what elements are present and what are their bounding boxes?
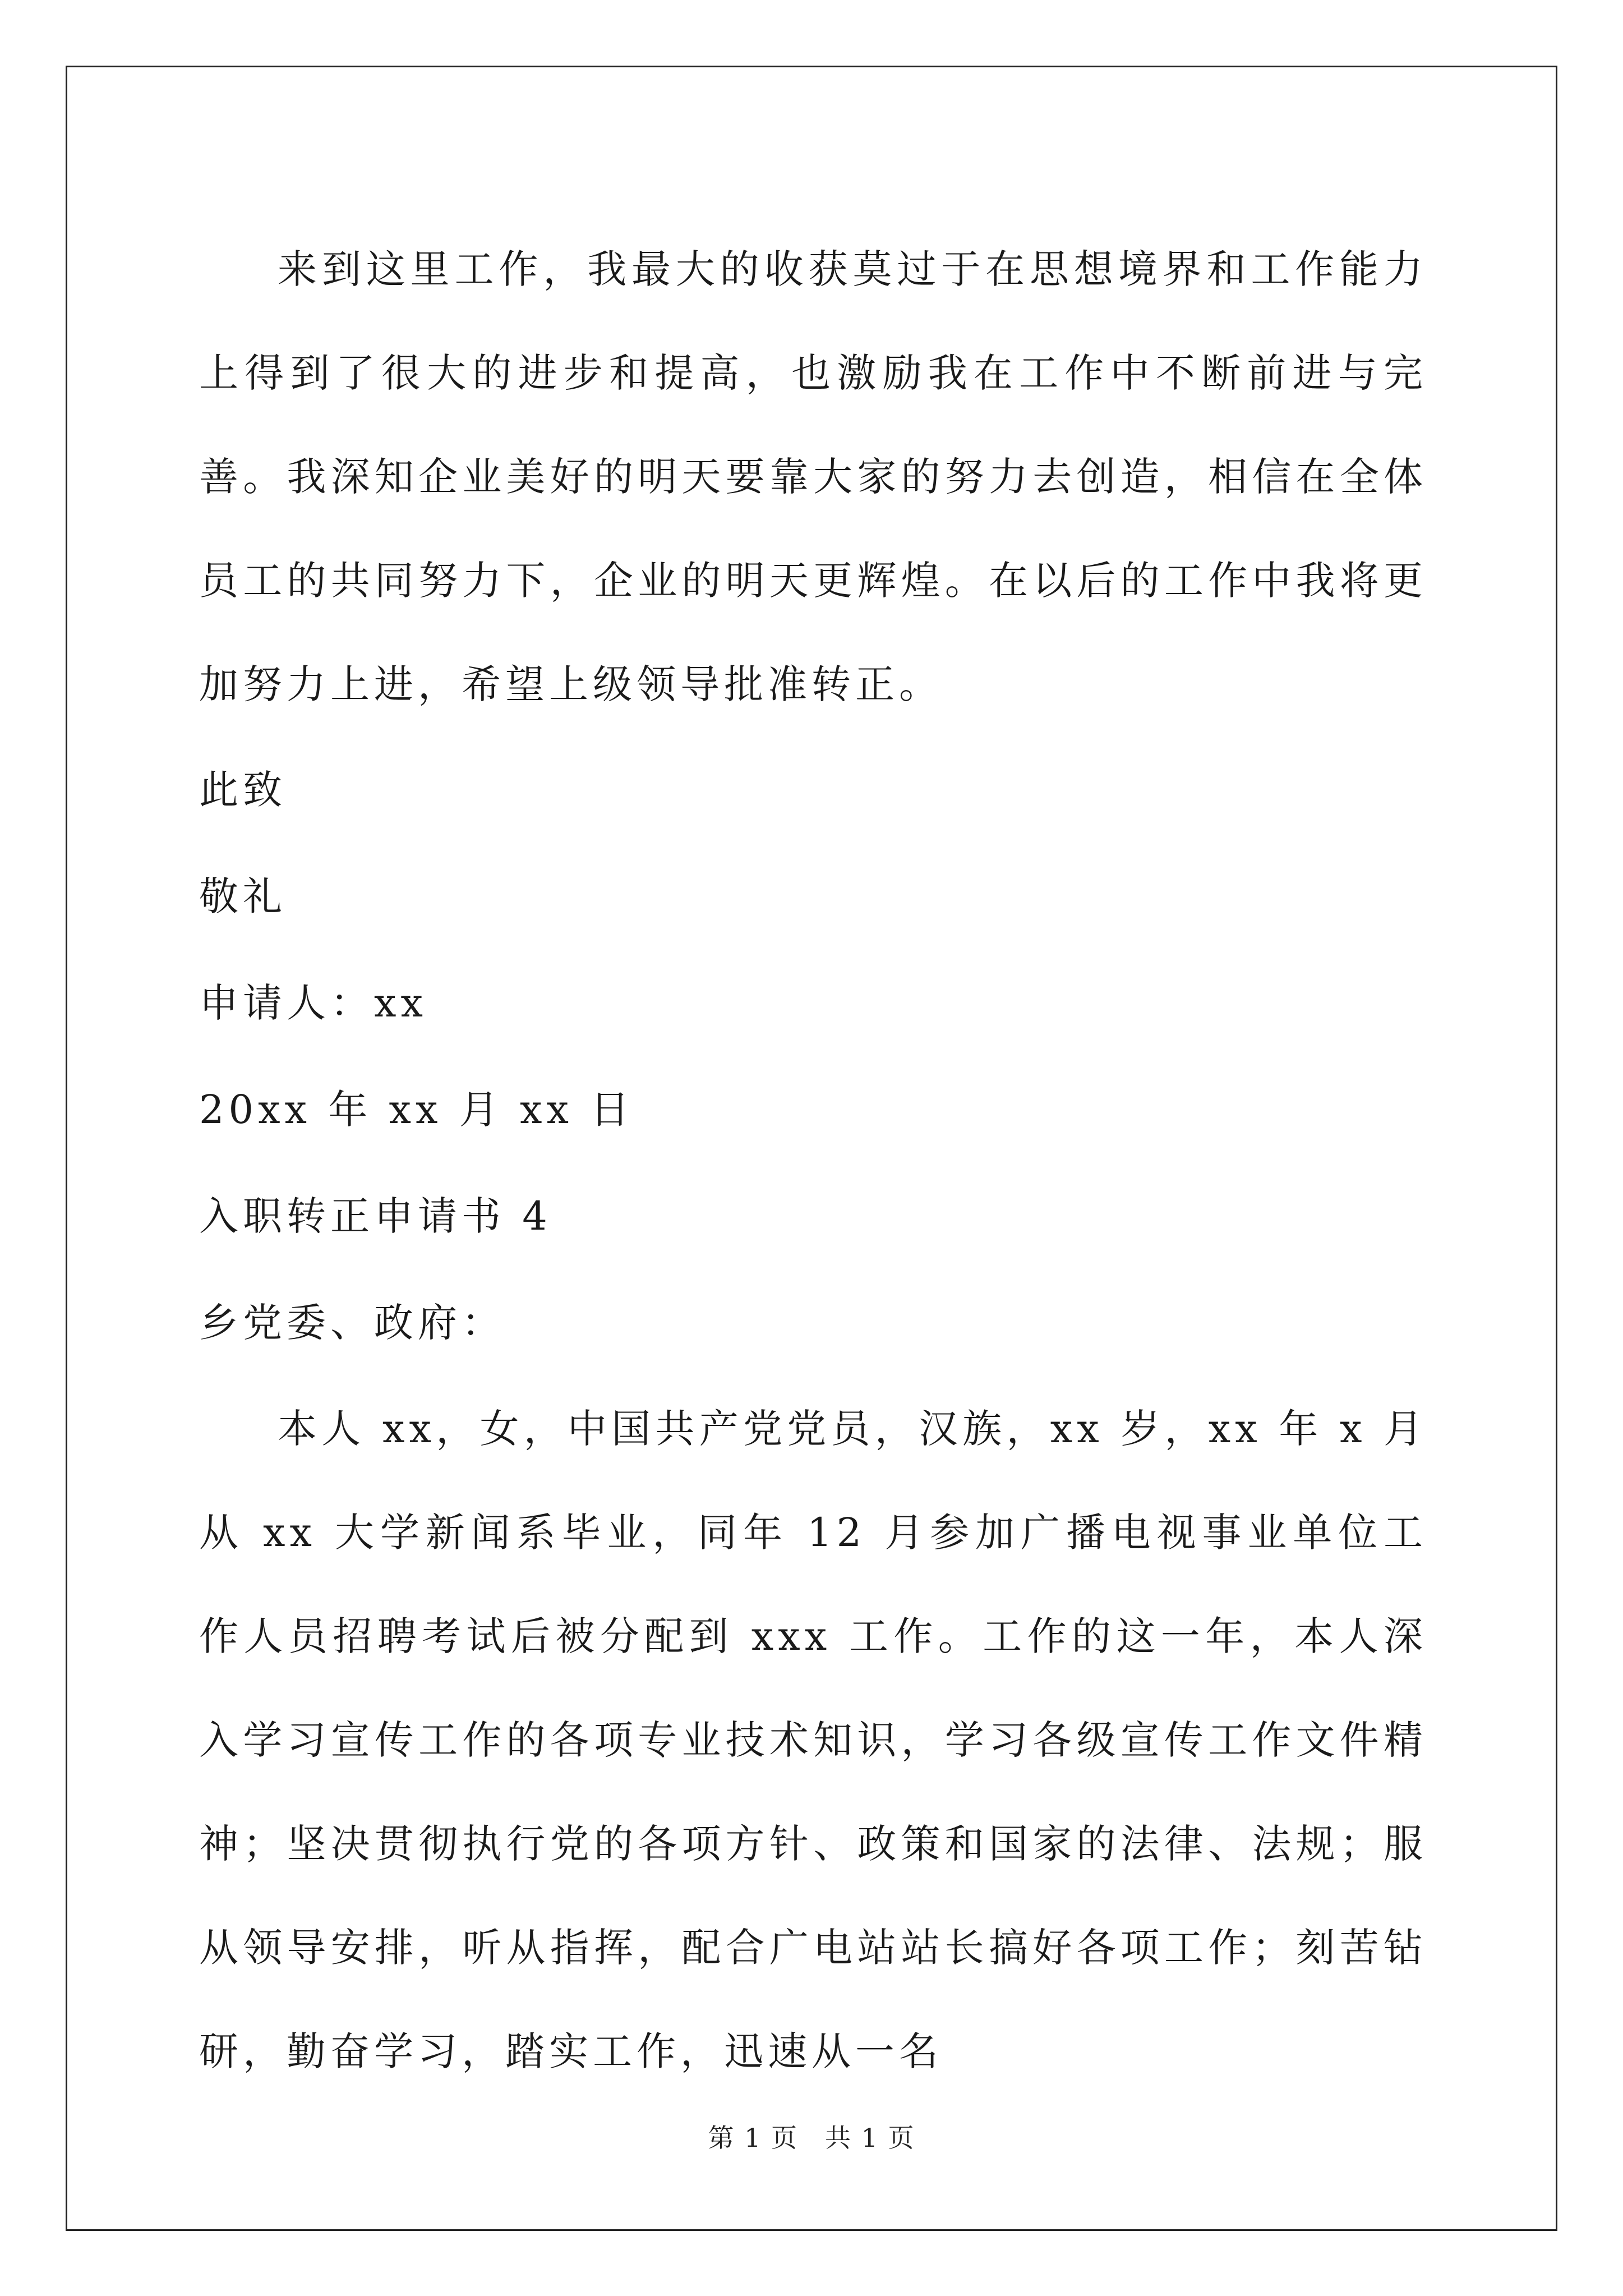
body-paragraph-1: 来到这里工作，我最大的收获莫过于在思想境界和工作能力上得到了很大的进步和提高，也激励我在工作中不断前进与完善。我深知企业美好的明天要靠大家的努力去创造，相信在全体员工的共同努力下，企业的明天更辉煌。在以后的工作中我将更加努力上进，希望上级领导批准转正。 [199, 246, 1427, 707]
page-footer: 第 1 页 共 1 页 [708, 2123, 915, 2153]
section-heading: 入职转正申请书 4 [199, 1193, 552, 1239]
salutation-line: 乡党委、政府： [199, 1300, 505, 1346]
body-paragraph-2: 本人 xx，女，中国共产党党员，汉族，xx 岁，xx 年 x 月从 xx 大学新闻系毕业，同年 12 月参加广播电视事业单位工作人员招聘考试后被分配到 xxx 工作。工作的这一年，本人深入学习宣传工作的各项专业技术知识，学习各级宣传工作文件精神；坚决贯彻执行党的各项方针、政策和国家的法律、法规；服从领导安排，听从指挥，配合广电站站长搞好各项工作；刻苦钻研，勤奋学习，踏实工作，迅速从一名 [199, 1406, 1427, 2074]
document-body [199, 218, 1427, 2104]
date-line: 20xx 年 xx 月 xx 日 [199, 1087, 634, 1133]
closing-jingli: 敬礼 [199, 873, 287, 919]
applicant-line: 申请人：xx [199, 980, 427, 1026]
closing-cizhi: 此致 [199, 767, 287, 813]
